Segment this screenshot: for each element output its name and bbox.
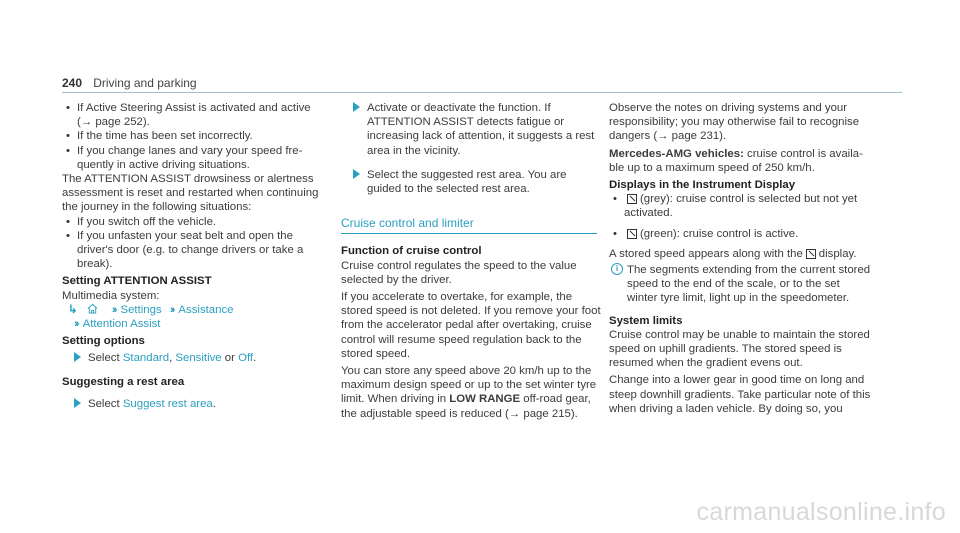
- function-heading: Function of cruise control: [341, 245, 482, 258]
- cruise-section-heading: Cruise control and limiter: [341, 216, 474, 231]
- step-arrow-icon: [353, 102, 360, 112]
- cruise-control-icon: [627, 194, 637, 204]
- settings-link[interactable]: Settings: [120, 303, 162, 316]
- select-rest-area-step: Select the suggested rest area. You are guided to the selected rest area.: [341, 168, 603, 196]
- bullet-list-a: [62, 101, 324, 172]
- option-standard[interactable]: Standard: [122, 352, 170, 365]
- list-item: • If Active Steering Assist is activated and active (→ page 252).: [62, 101, 324, 129]
- page-header: [62, 76, 197, 91]
- paragraph: A stored speed appears along with the display.: [609, 247, 857, 260]
- watermark: carmanualsonline.info: [696, 498, 946, 526]
- multimedia-label: Multimedia system:: [62, 289, 160, 302]
- list-item: • If you change lanes and vary your speed frequently in active driving situations.: [62, 144, 324, 172]
- column-2: [341, 101, 603, 421]
- menu-path: [62, 303, 324, 317]
- paragraph: Observe the notes on driving systems and your responsibility; you may otherwise fail to recognise dangers (→ page 231).: [609, 102, 860, 143]
- step-arrow-icon: [74, 398, 81, 408]
- bullet-list-b: [62, 215, 324, 272]
- list-item: • If you unfasten your seat belt and open the driver's door (e.g. to change drivers or take a break).: [62, 229, 324, 272]
- paragraph: Cruise control regulates the speed to the value selected by the driver.: [341, 259, 577, 286]
- suggest-rest-area-link[interactable]: Suggest rest area: [122, 397, 213, 410]
- activate-step: Activate or deactivate the function. If ATTENTION ASSIST detects fatigue or increasing lack of attention, it suggests a rest area in the vicinity.: [341, 101, 603, 158]
- info-note: i The segments extending from the current stored speed to the end of the scale, or to the set winter tyre limit, light up in the speedometer.: [609, 263, 871, 306]
- double-chevron-icon: ››: [111, 303, 116, 316]
- options-heading: Setting options: [62, 335, 145, 348]
- step-arrow-icon: [353, 169, 360, 179]
- low-range-label: LOW RANGE: [449, 393, 521, 406]
- limits-heading: System limits: [609, 314, 683, 327]
- list-item: • If the time has been set incorrectly.: [62, 129, 324, 143]
- assistance-link[interactable]: Assistance: [178, 303, 234, 316]
- cruise-section-rule: [341, 233, 597, 234]
- select-option-step: Select Standard, Sensitive or Off.: [62, 351, 324, 365]
- paragraph: You can store any speed above 20 km/h up to the maximum design speed or up to the set winter tyre limit. When driving in LOW RANGE off-road gear, the adjustable speed is reduced (→ page 215).: [341, 365, 597, 420]
- section-title: Driving and parking: [93, 76, 197, 90]
- return-arrow-icon: ↳: [68, 303, 78, 316]
- header-rule: [62, 92, 902, 93]
- step-arrow-icon: [74, 352, 81, 362]
- double-chevron-icon: ››: [74, 318, 78, 331]
- list-item: • (grey): cruise control is selected but not yet activated.: [609, 192, 871, 220]
- display-heading: Displays in the Instrument Display: [609, 179, 796, 192]
- list-item: • (green): cruise control is active.: [609, 227, 871, 241]
- suggest-step: Select Suggest rest area.: [62, 397, 324, 411]
- setting-heading: Setting ATTENTION ASSIST: [62, 275, 212, 288]
- reset-paragraph: The ATTENTION ASSIST drowsiness or alertness assessment is reset and restarted when continuing the journey in the following situations:: [62, 173, 319, 214]
- list-item: • If you switch off the vehicle.: [62, 215, 324, 229]
- double-chevron-icon: ››: [169, 303, 174, 316]
- amg-paragraph: Mercedes-AMG vehicles: cruise control is available up to a maximum speed of 250 km/h.: [609, 147, 863, 174]
- column-3: [609, 101, 871, 416]
- paragraph: If you accelerate to overtake, for example, the stored speed is not deleted. If you remove your foot from the accelerator pedal after overtaking, cruise control will resume speed regulation back to the stored speed.: [341, 291, 601, 360]
- column-1: [62, 101, 324, 411]
- home-icon[interactable]: [87, 303, 98, 314]
- menu-path-2: [62, 317, 324, 331]
- suggest-heading: Suggesting a rest area: [62, 375, 185, 388]
- paragraph: Cruise control may be unable to maintain the stored speed on uphill gradients. The stored speed is resumed when the gradient evens out.: [609, 328, 870, 370]
- option-sensitive[interactable]: Sensitive: [175, 352, 222, 365]
- attention-assist-link[interactable]: Attention Assist: [82, 318, 161, 331]
- cruise-control-icon: [806, 249, 816, 259]
- display-list: [609, 192, 871, 241]
- page-number: 240: [62, 76, 83, 90]
- cruise-control-icon: [627, 229, 637, 239]
- option-off[interactable]: Off: [238, 352, 254, 365]
- info-icon: i: [611, 263, 623, 275]
- paragraph: Change into a lower gear in good time on long and steep downhill gradients. Take particular note of this when driving a laden vehicle. By doing so, you: [609, 374, 871, 415]
